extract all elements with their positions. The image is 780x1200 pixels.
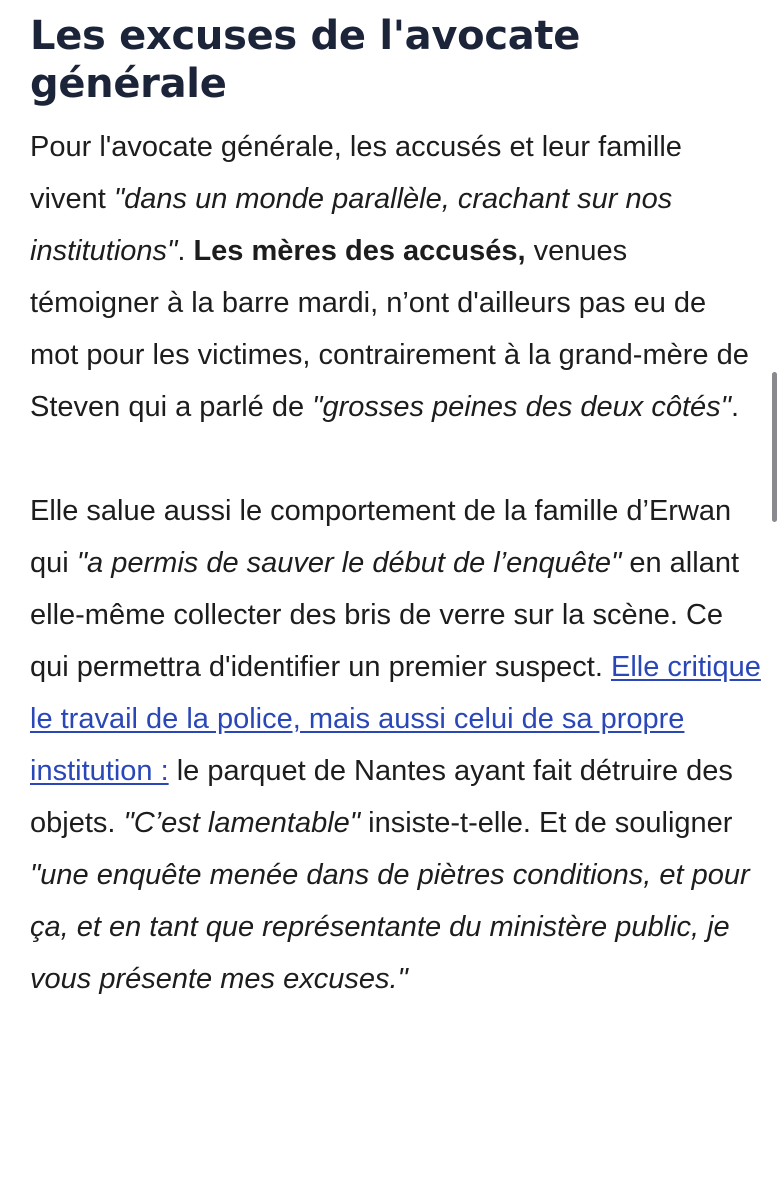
text-run: en allant elle-même collecter des bris de verre sur la scène. Ce qui permettra d'identifier un premier suspect. bbox=[30, 547, 740, 683]
paragraph-1 bbox=[30, 121, 762, 433]
inline-link[interactable]: Elle critique le travail de la police, mais aussi celui de sa propre institution : bbox=[30, 651, 761, 787]
quote: "a permis de sauver le début de l’enquête" bbox=[76, 547, 622, 579]
quote: "une enquête menée dans de piètres conditions, et pour ça, et en tant que représentante du ministère public, je vous présente mes excuses." bbox=[30, 859, 750, 995]
text-run: Pour l'avocate générale, les accusés et leur famille vivent bbox=[30, 131, 682, 215]
bold-text: Les mères des accusés, bbox=[193, 235, 526, 267]
scrollbar-thumb[interactable] bbox=[772, 372, 777, 522]
section-heading: Les excuses de l'avocate générale bbox=[30, 13, 581, 107]
text-run: insiste-t-elle. Et de souligner bbox=[360, 807, 733, 839]
paragraph-2 bbox=[30, 485, 762, 1005]
article bbox=[30, 0, 762, 1005]
text-run: venues témoigner à la barre mardi, n’ont d'ailleurs pas eu de mot pour les victimes, contrairement à la grand-mère de Steven qui a parlé de bbox=[30, 235, 749, 423]
quote: "C’est lamentable" bbox=[123, 807, 361, 839]
quote: "dans un monde parallèle, crachant sur nos institutions" bbox=[30, 183, 673, 267]
quote: "grosses peines des deux côtés" bbox=[312, 391, 731, 423]
text-run: Elle salue aussi le comportement de la famille d’Erwan qui bbox=[30, 495, 732, 579]
text-run: le parquet de Nantes ayant fait détruire des objets. bbox=[30, 755, 733, 839]
text-run: . bbox=[177, 235, 194, 267]
text-run: . bbox=[730, 391, 739, 423]
